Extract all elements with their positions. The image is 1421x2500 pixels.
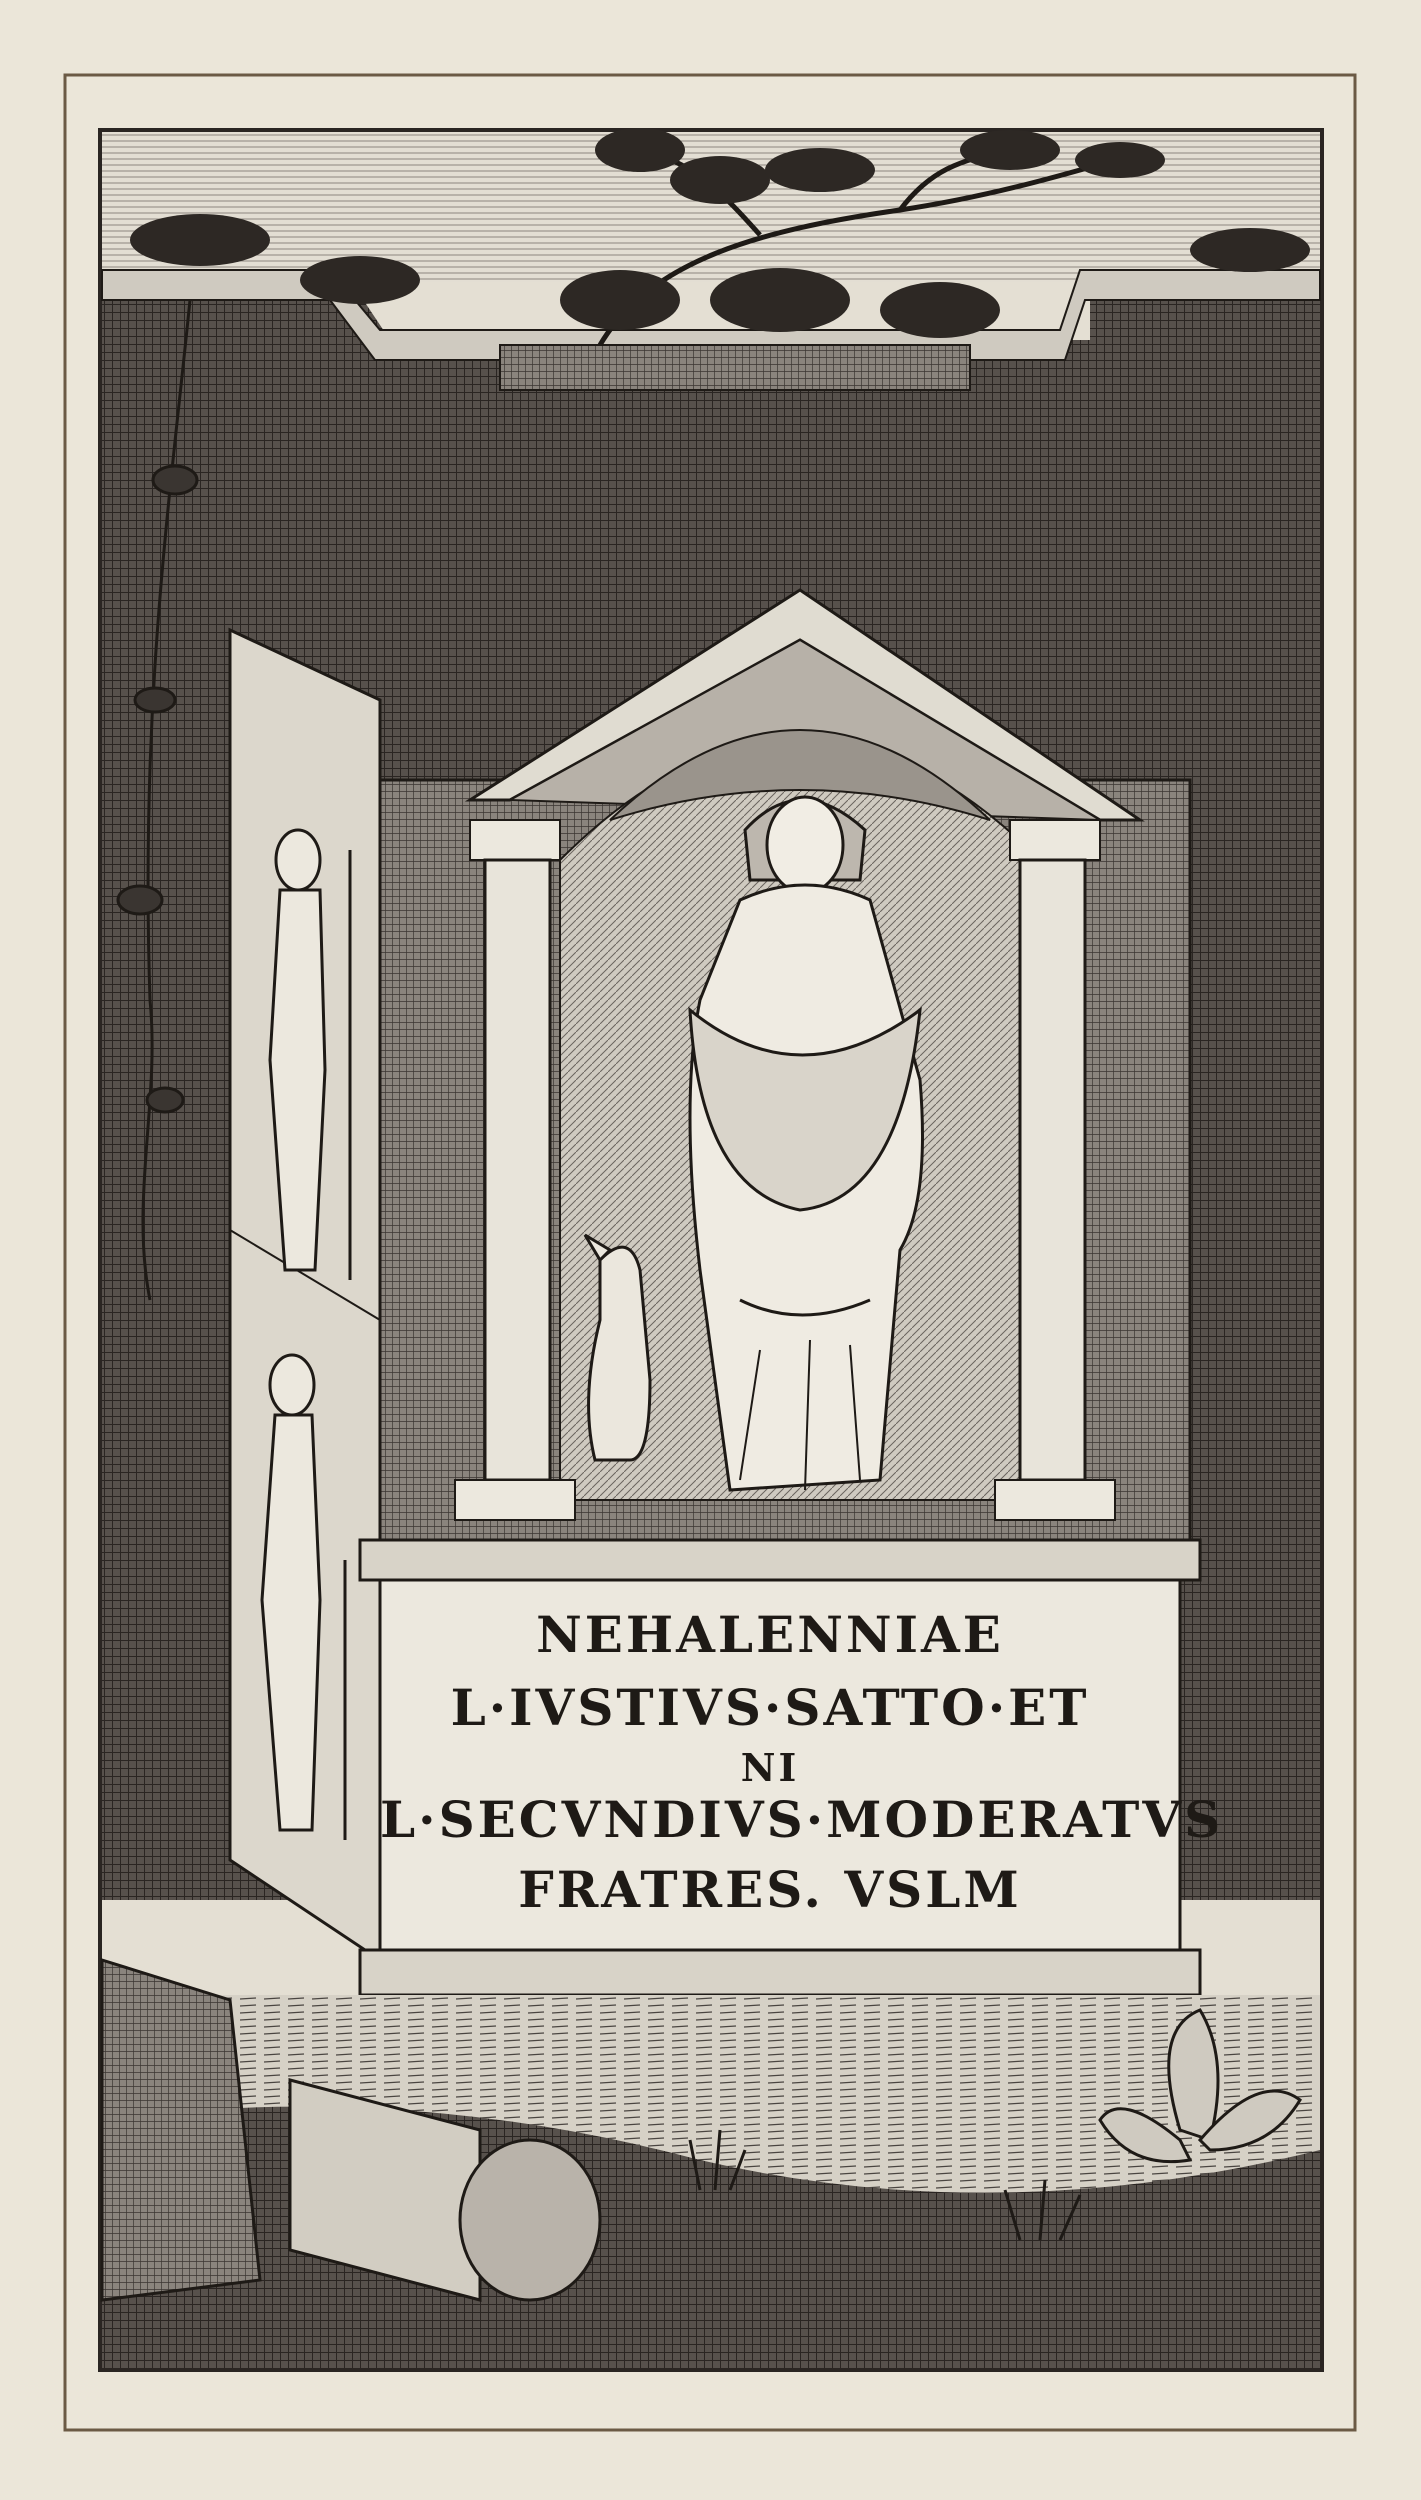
inscription-cornice xyxy=(360,1540,1200,1580)
left-column-shaft xyxy=(485,860,550,1480)
right-column-shaft xyxy=(1020,860,1085,1480)
left-column-base xyxy=(455,1480,575,1520)
right-column-capital xyxy=(1010,820,1100,860)
right-column-base xyxy=(995,1480,1115,1520)
left-column-capital xyxy=(470,820,560,860)
inscription-line-4: L·SECVNDIVS·MODERATVS xyxy=(380,1790,1224,1849)
inscription-line-5: FRATRES. VSLM xyxy=(518,1860,1022,1919)
inscription-line-1: NEHALENNIAE xyxy=(536,1605,1004,1664)
planter xyxy=(500,345,970,390)
inscription-line-2: L·IVSTIVS·SATTO·ET xyxy=(450,1678,1090,1737)
inscription-line-3: NI xyxy=(740,1745,800,1790)
altar-base xyxy=(360,1950,1200,1995)
